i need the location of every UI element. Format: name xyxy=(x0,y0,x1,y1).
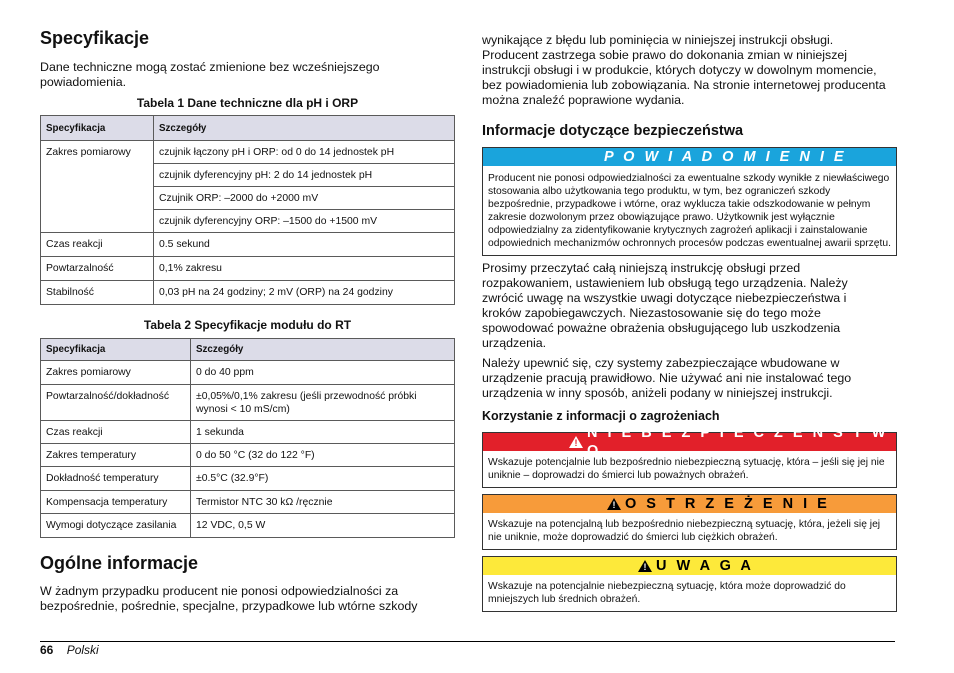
warning-text: Wskazuje na potencjalną lub bezpośrednio niebezpieczną sytuację, która, jeżeli się jej nie uniknie, może doprowadzić do śmierci lub ciężkich obrażeń. xyxy=(488,519,881,543)
table1-ph-orp xyxy=(40,115,455,305)
footer-rule xyxy=(40,641,895,642)
caution-title: U W A G A xyxy=(656,558,754,574)
right-column xyxy=(482,33,897,612)
warning-title: O S T R Z E Ż E N I E xyxy=(625,496,830,512)
warning-triangle-icon: ! xyxy=(607,498,621,510)
table-cell: 12 VDC, 0,5 W xyxy=(191,514,455,538)
heading-hazard-info: Korzystanie z informacji o zagrożeniach xyxy=(482,409,720,423)
table-cell: Czujnik ORP: –2000 do +2000 mV xyxy=(154,187,455,210)
table-cell: Powtarzalność/dokładność xyxy=(41,385,191,421)
table-cell: 1 sekunda xyxy=(191,421,455,444)
specs-intro: Dane techniczne mogą zostać zmienione bez wcześniejszego powiadomienia. xyxy=(40,60,380,89)
table2-rt-module xyxy=(40,338,455,538)
table-cell: 0 do 40 ppm xyxy=(191,361,455,385)
table-cell: czujnik dyferencyjny pH: 2 do 14 jednostek pH xyxy=(154,164,455,187)
table-cell: 0.5 sekund xyxy=(154,233,455,257)
table-cell: Czas reakcji xyxy=(41,233,154,257)
table2-header-details: Szczegóły xyxy=(191,339,455,361)
table-cell: ±0.5°C (32.9°F) xyxy=(191,467,455,491)
warning-triangle-icon: ! xyxy=(638,560,652,572)
notice-header xyxy=(483,148,896,166)
left-column xyxy=(40,28,455,614)
heading-general-info: Ogólne informacje xyxy=(40,553,199,573)
table-cell: 0,1% zakresu xyxy=(154,257,455,281)
table-cell: Zakres pomiarowy xyxy=(41,141,154,233)
safety-paragraph-1: Prosimy przeczytać całą niniejszą instrukcję obsługi przed rozpakowaniem, ustawieniem lub obsługą tego urządzenia. Należy zwrócić uwagę na wszystkie uwagi dotyczące niebezpieczeństwa i kroków zapobiegawczych. Niezastosowanie się do tego może spowodować poważne obrażenia obsługującego lub uszkodzenia urządzenia. xyxy=(482,261,848,350)
table-cell: Kompensacja temperatury xyxy=(41,491,191,514)
safety-paragraph-2: Należy upewnić się, czy systemy zabezpieczające wbudowane w urządzenie pracują prawidłowo. Nie używać ani nie instalować tego urządzenia w inny sposób, aniżeli podany w niniejszej instrukcji. xyxy=(482,356,852,400)
general-info-paragraph: W żadnym przypadku producent nie ponosi odpowiedzialności za bezpośrednie, pośrednie, specjalne, przypadkowe lub wtórne szkody xyxy=(40,584,418,613)
table-cell: czujnik łączony pH i ORP: od 0 do 14 jednostek pH xyxy=(154,141,455,164)
table2-header-spec: Specyfikacja xyxy=(41,339,191,361)
table1-header-spec: Specyfikacja xyxy=(41,116,154,141)
continued-paragraph: wynikające z błędu lub pominięcia w niniejszej instrukcji obsługi. Producent zastrzega sobie prawo do dokonania zmian w niniejszej instrukcji obsługi i w produkcie, których dotyczy w dowolnym momencie, bez powiadomienia lub zobowiązania. Na stronie internetowej producenta można znaleźć poprawione wydania. xyxy=(482,33,886,107)
table-cell: Termistor NTC 30 kΩ /ręcznie xyxy=(191,491,455,514)
warning-header xyxy=(483,495,896,513)
heading-specifications: Specyfikacje xyxy=(40,28,150,48)
table1-caption: Tabela 1 Dane techniczne dla pH i ORP xyxy=(136,96,359,110)
table-cell: czujnik dyferencyjny ORP: –1500 do +1500 mV xyxy=(154,210,455,233)
table-cell: Zakres pomiarowy xyxy=(41,361,191,385)
caution-box xyxy=(482,556,897,612)
language-label: Polski xyxy=(66,643,99,657)
table-cell: Czas reakcji xyxy=(41,421,191,444)
danger-text: Wskazuje potencjalnie lub bezpośrednio niebezpieczną sytuację, która – jeśli się jej nie uniknie – doprowadzi do śmierci lub poważnych obrażeń. xyxy=(488,457,885,481)
heading-safety-info: Informacje dotyczące bezpieczeństwa xyxy=(482,123,744,139)
caution-header xyxy=(483,557,896,575)
danger-title: N I E B E Z P I E C Z E Ń S T W O xyxy=(587,425,889,459)
notice-text: Producent nie ponosi odpowiedzialności za ewentualne szkody wynikłe z niewłaściwego stosowania albo użytkowania tego produktu, w tym, bez ograniczeń szkody bezpośrednie, przypadkowe i wtórne, oraz wyklucza takie odszkodowanie w pełnym zakresie dozwolonym przez obowiązujące prawo. Użytkownik jest wyłącznie odpowiedzialny za zidentyfikowanie krytycznych zagrożeń aplikacji i zainstalowanie odpowiednich mechanizmów ochronnych procesów podczas ewentualnej awarii sprzętu. xyxy=(488,173,891,249)
danger-header xyxy=(483,425,896,459)
notice-box xyxy=(482,147,897,256)
table2-caption: Tabela 2 Specyfikacje modułu do RT xyxy=(143,318,352,332)
caution-text: Wskazuje na potencjalnie niebezpieczną sytuację, która może doprowadzić do mniejszych lub średnich obrażeń. xyxy=(488,581,846,605)
table-cell: Zakres temperatury xyxy=(41,444,191,467)
table-cell: Stabilność xyxy=(41,281,154,305)
page-number: 66 xyxy=(40,643,54,657)
table-cell: Wymogi dotyczące zasilania xyxy=(41,514,191,538)
warning-triangle-icon: ! xyxy=(569,436,583,448)
page-footer xyxy=(40,643,99,657)
warning-box xyxy=(482,494,897,550)
table-cell: 0 do 50 °C (32 do 122 °F) xyxy=(191,444,455,467)
notice-title: P O W I A D O M I E N I E xyxy=(604,149,847,165)
table-cell: 0,03 pH na 24 godziny; 2 mV (ORP) na 24 godziny xyxy=(154,281,455,305)
danger-box xyxy=(482,425,897,488)
table1-header-details: Szczegóły xyxy=(154,116,455,141)
table-cell: Powtarzalność xyxy=(41,257,154,281)
table-cell: ±0,05%/0,1% zakresu (jeśli przewodność próbki wynosi < 10 mS/cm) xyxy=(191,385,455,421)
table-cell: Dokładność temperatury xyxy=(41,467,191,491)
